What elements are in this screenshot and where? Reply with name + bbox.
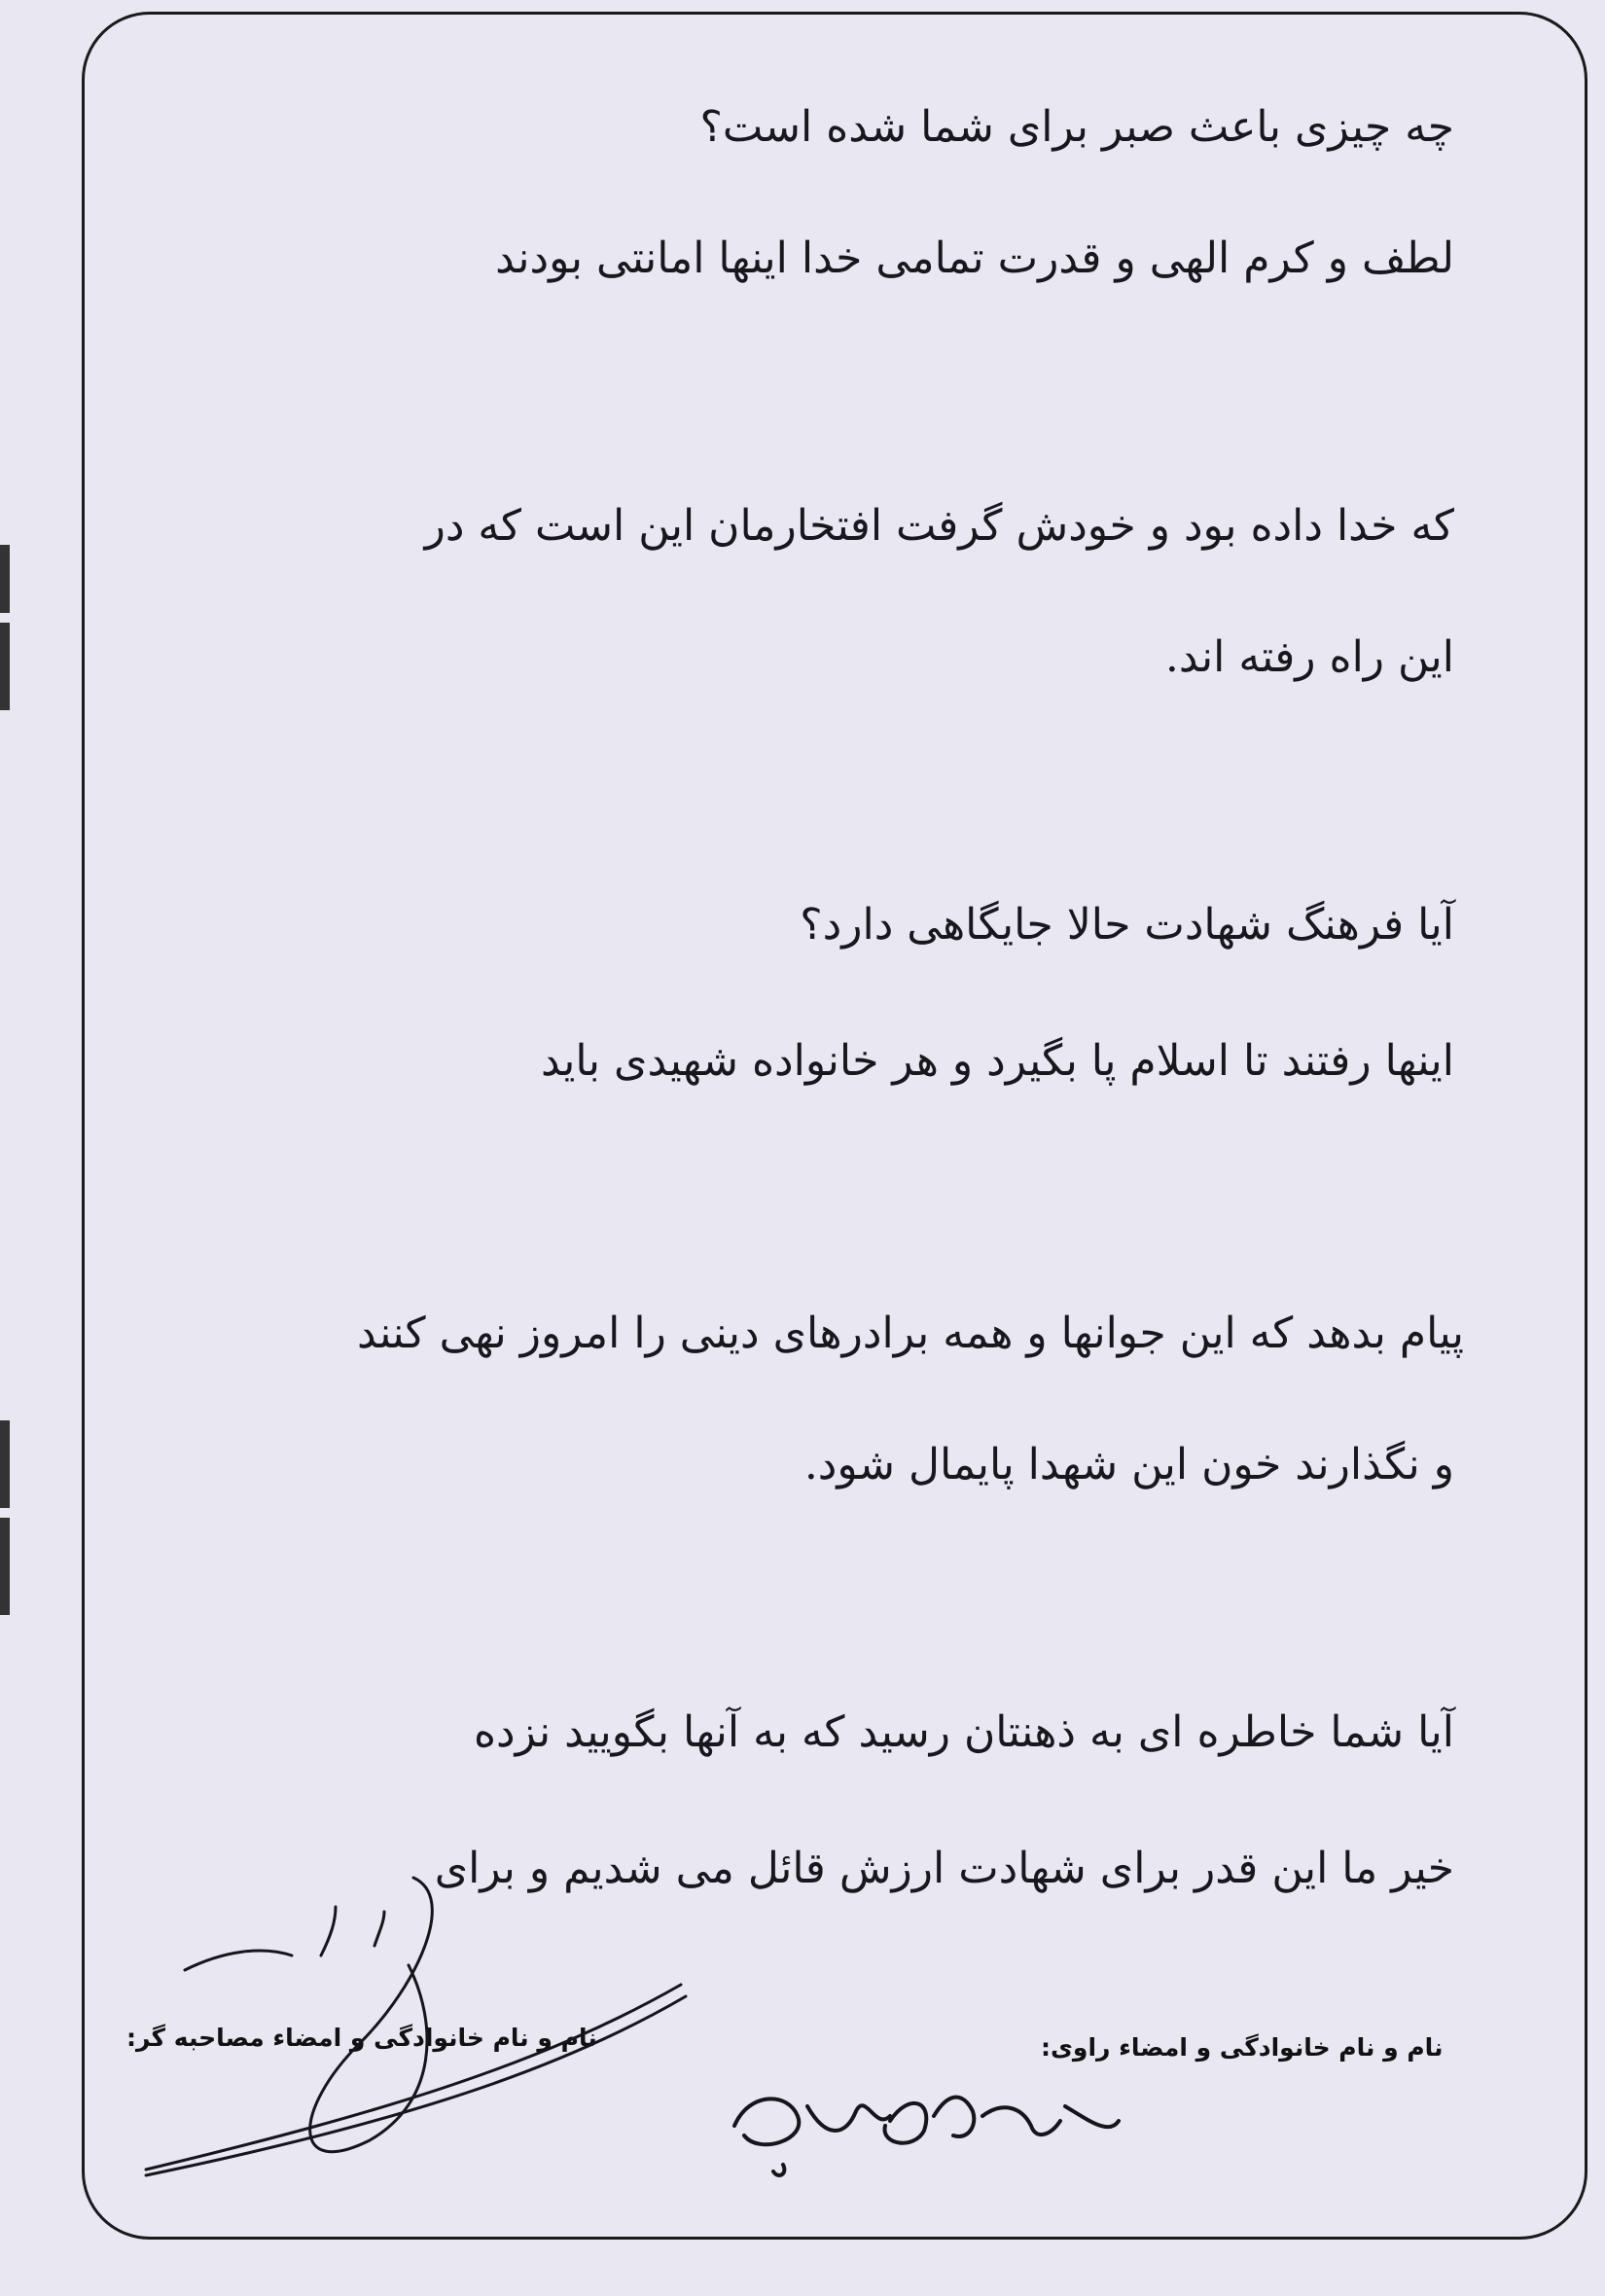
answer-2-line-1: اینها رفتند تا اسلام پا بگیرد و هر خانواده شهیدی باید	[541, 1036, 1454, 1086]
narrator-signature-label: نام و نام خانوادگی و امضاء راوی:	[1041, 2033, 1444, 2062]
answer-4-line-1: خیر ما این قدر برای شهادت ارزش قائل می شدیم و برای	[434, 1844, 1454, 1893]
answer-1-line-3: این راه رفته اند.	[1164, 632, 1454, 682]
interviewer-signature-label: نام و نام خانوادگی و امضاء مصاحبه گر:	[126, 2024, 597, 2052]
answer-1-line-2: که خدا داده بود و خودش گرفت افتخارمان این است که در	[424, 501, 1454, 551]
rounded-border-frame	[82, 12, 1587, 2240]
question-1: چه چیزی باعث صبر برای شما شده است؟	[699, 102, 1454, 152]
answer-1-line-1: لطف و کرم الهی و قدرت تمامی خدا اینها امانتی بودند	[495, 233, 1454, 283]
answer-3-line-2: و نگذارند خون این شهدا پایمال شود.	[803, 1440, 1454, 1489]
question-3: آیا شما خاطره ای به ذهنتان رسید که به آنها بگویید نزده	[473, 1707, 1454, 1757]
left-edge-marks	[0, 545, 12, 1615]
answer-3-line-1: پیام بدهد که این جوانها و همه برادرهای دینی را امروز نهی کنند	[357, 1309, 1464, 1358]
question-2: آیا فرهنگ شهادت حالا جایگاهی دارد؟	[800, 900, 1454, 950]
